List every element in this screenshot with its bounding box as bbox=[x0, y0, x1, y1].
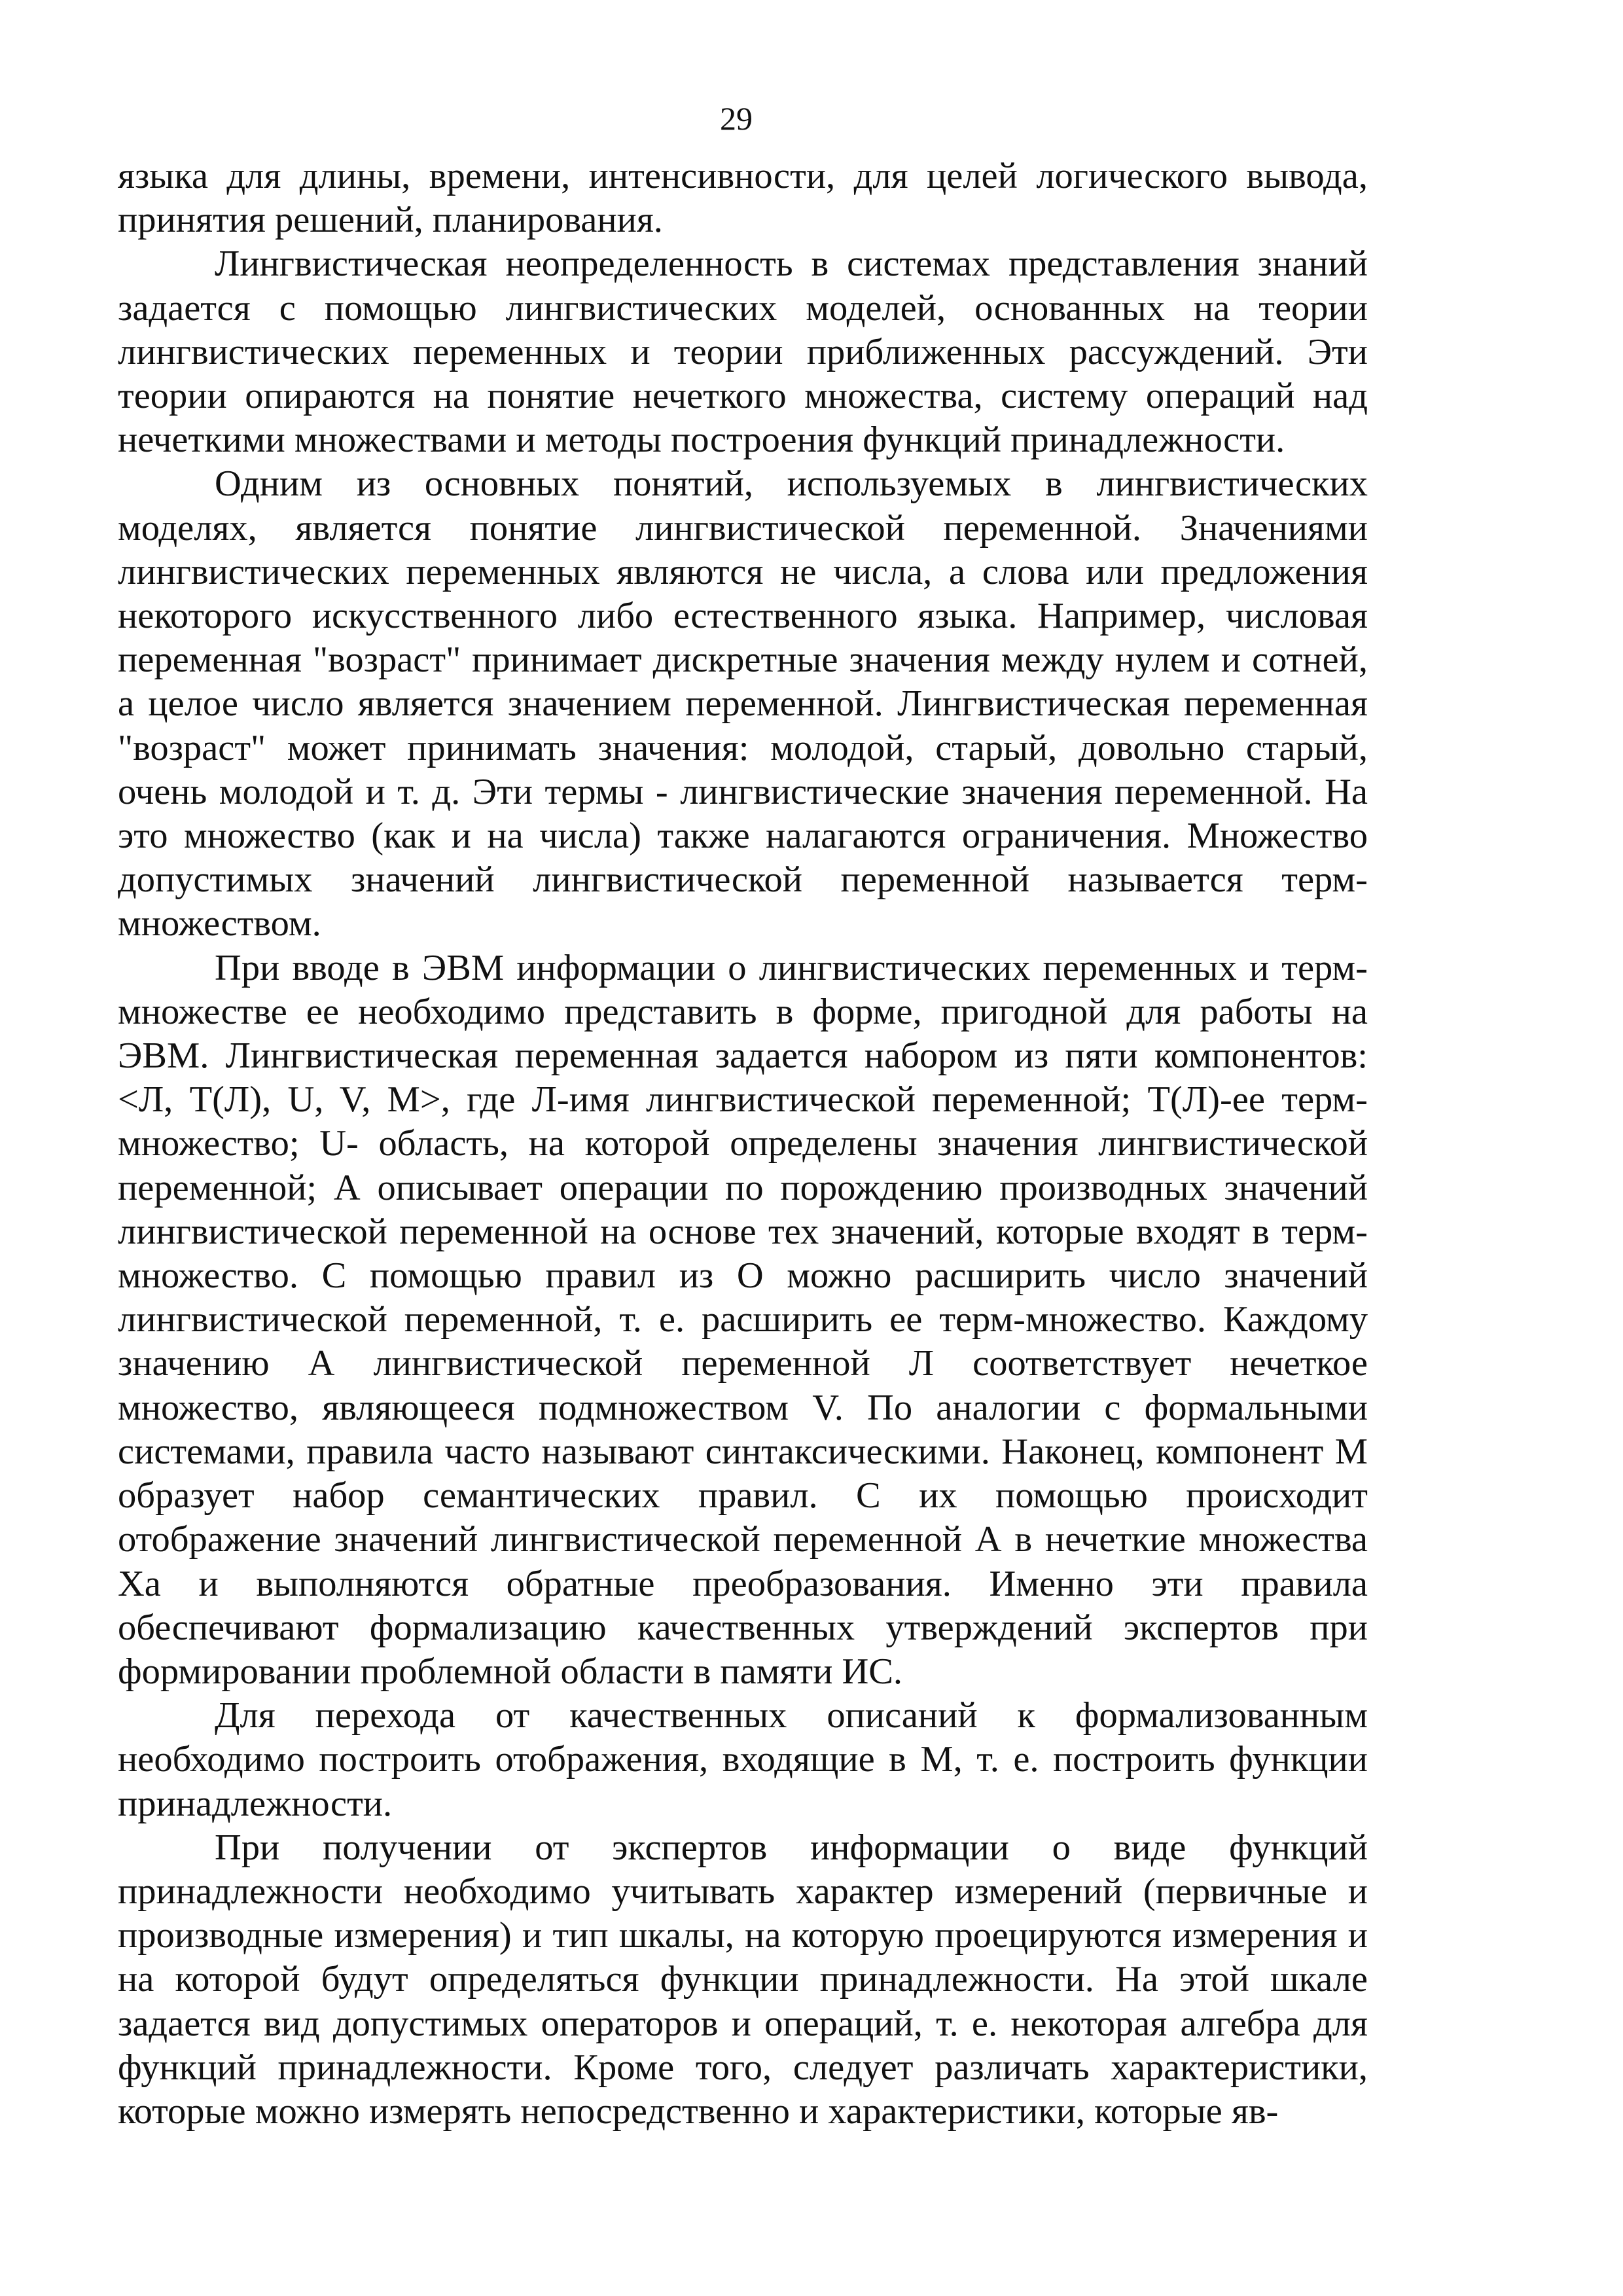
paragraph-3: Одним из основных понятий, используемых в лингвистических моделях, является понятие лингвистической переменной. Значениями лингвистических переменных являются не числа, а слова или предложения некоторого искусственного либо естественного языка. Например, числовая переменная "возраст" принимает дискретные значения между нулем и сотней, а целое число является значением переменной. Лингвистическая переменная "возраст" может принимать значения: молодой, старый, довольно старый, очень молодой и т. д. Эти термы - лингвистические значения переменной. На это множество (как и на числа) также налагаются ограничения. Множество допустимых значений лингвистической переменной называется терм-множеством. bbox=[118, 463, 1368, 944]
text-column bbox=[118, 154, 1368, 2134]
paragraph-6: При получении от экспертов информации о виде функций принадлежности необходимо учитывать характер измерений (первичные и производные измерения) и тип шкалы, на которую проецируются измерения и на которой будут определяться функции принадлежности. На этой шкале задается вид допустимых операторов и операций, т. е. некоторая алгебра для функций принадлежности. Кроме того, следует различать характеристики, которые можно измерять непосредственно и характеристики, которые яв- bbox=[118, 1827, 1368, 2132]
paragraph-5: Для перехода от качественных описаний к формализованным необходимо построить отображения, входящие в М, т. е. построить функции принадлежности. bbox=[118, 1695, 1368, 1824]
page-number: 29 bbox=[720, 100, 753, 137]
paragraph-1: языка для длины, времени, интенсивности, для целей логического вывода, принятия решений, планирования. bbox=[118, 156, 1368, 241]
paragraph-2: Лингвистическая неопределенность в системах представления знаний задается с помощью лингвистических моделей, основанных на теории лингвистических переменных и теории приближенных рассуждений. Эти теории опираются на понятие нечеткого множества, систему операций над нечеткими множествами и методы построения функций принадлежности. bbox=[118, 243, 1368, 461]
paragraph-4: При вводе в ЭВМ информации о лингвистических переменных и терм-множестве ее необходимо представить в форме, пригодной для работы на ЭВМ. Лингвистическая переменная задается набором из пяти компонентов: <Л, Т(Л), U, V, М>, где Л-имя лингвистической переменной; Т(Л)-ее терм-множество; U- область, на которой определены значения лингвистической переменной; А описывает операции по порождению производных значений лингвистической переменной на основе тех значений, которые входят в терм-множество. С помощью правил из О можно расширить число значений лингвистической переменной, т. е. расширить ее терм-множество. Каждому значению А лингвистической переменной Л соответствует нечеткое множество, являющееся подмножеством V. По аналогии с формальными системами, правила часто называют синтаксическими. Наконец, компонент М образует набор семантических правил. С их помощью происходит отображение значений лингвистической переменной А в нечеткие множества Ха и выполняются обратные преобразования. Именно эти правила обеспечивают формализацию качественных утверждений экспертов при формировании проблемной области в памяти ИС. bbox=[118, 947, 1368, 1692]
